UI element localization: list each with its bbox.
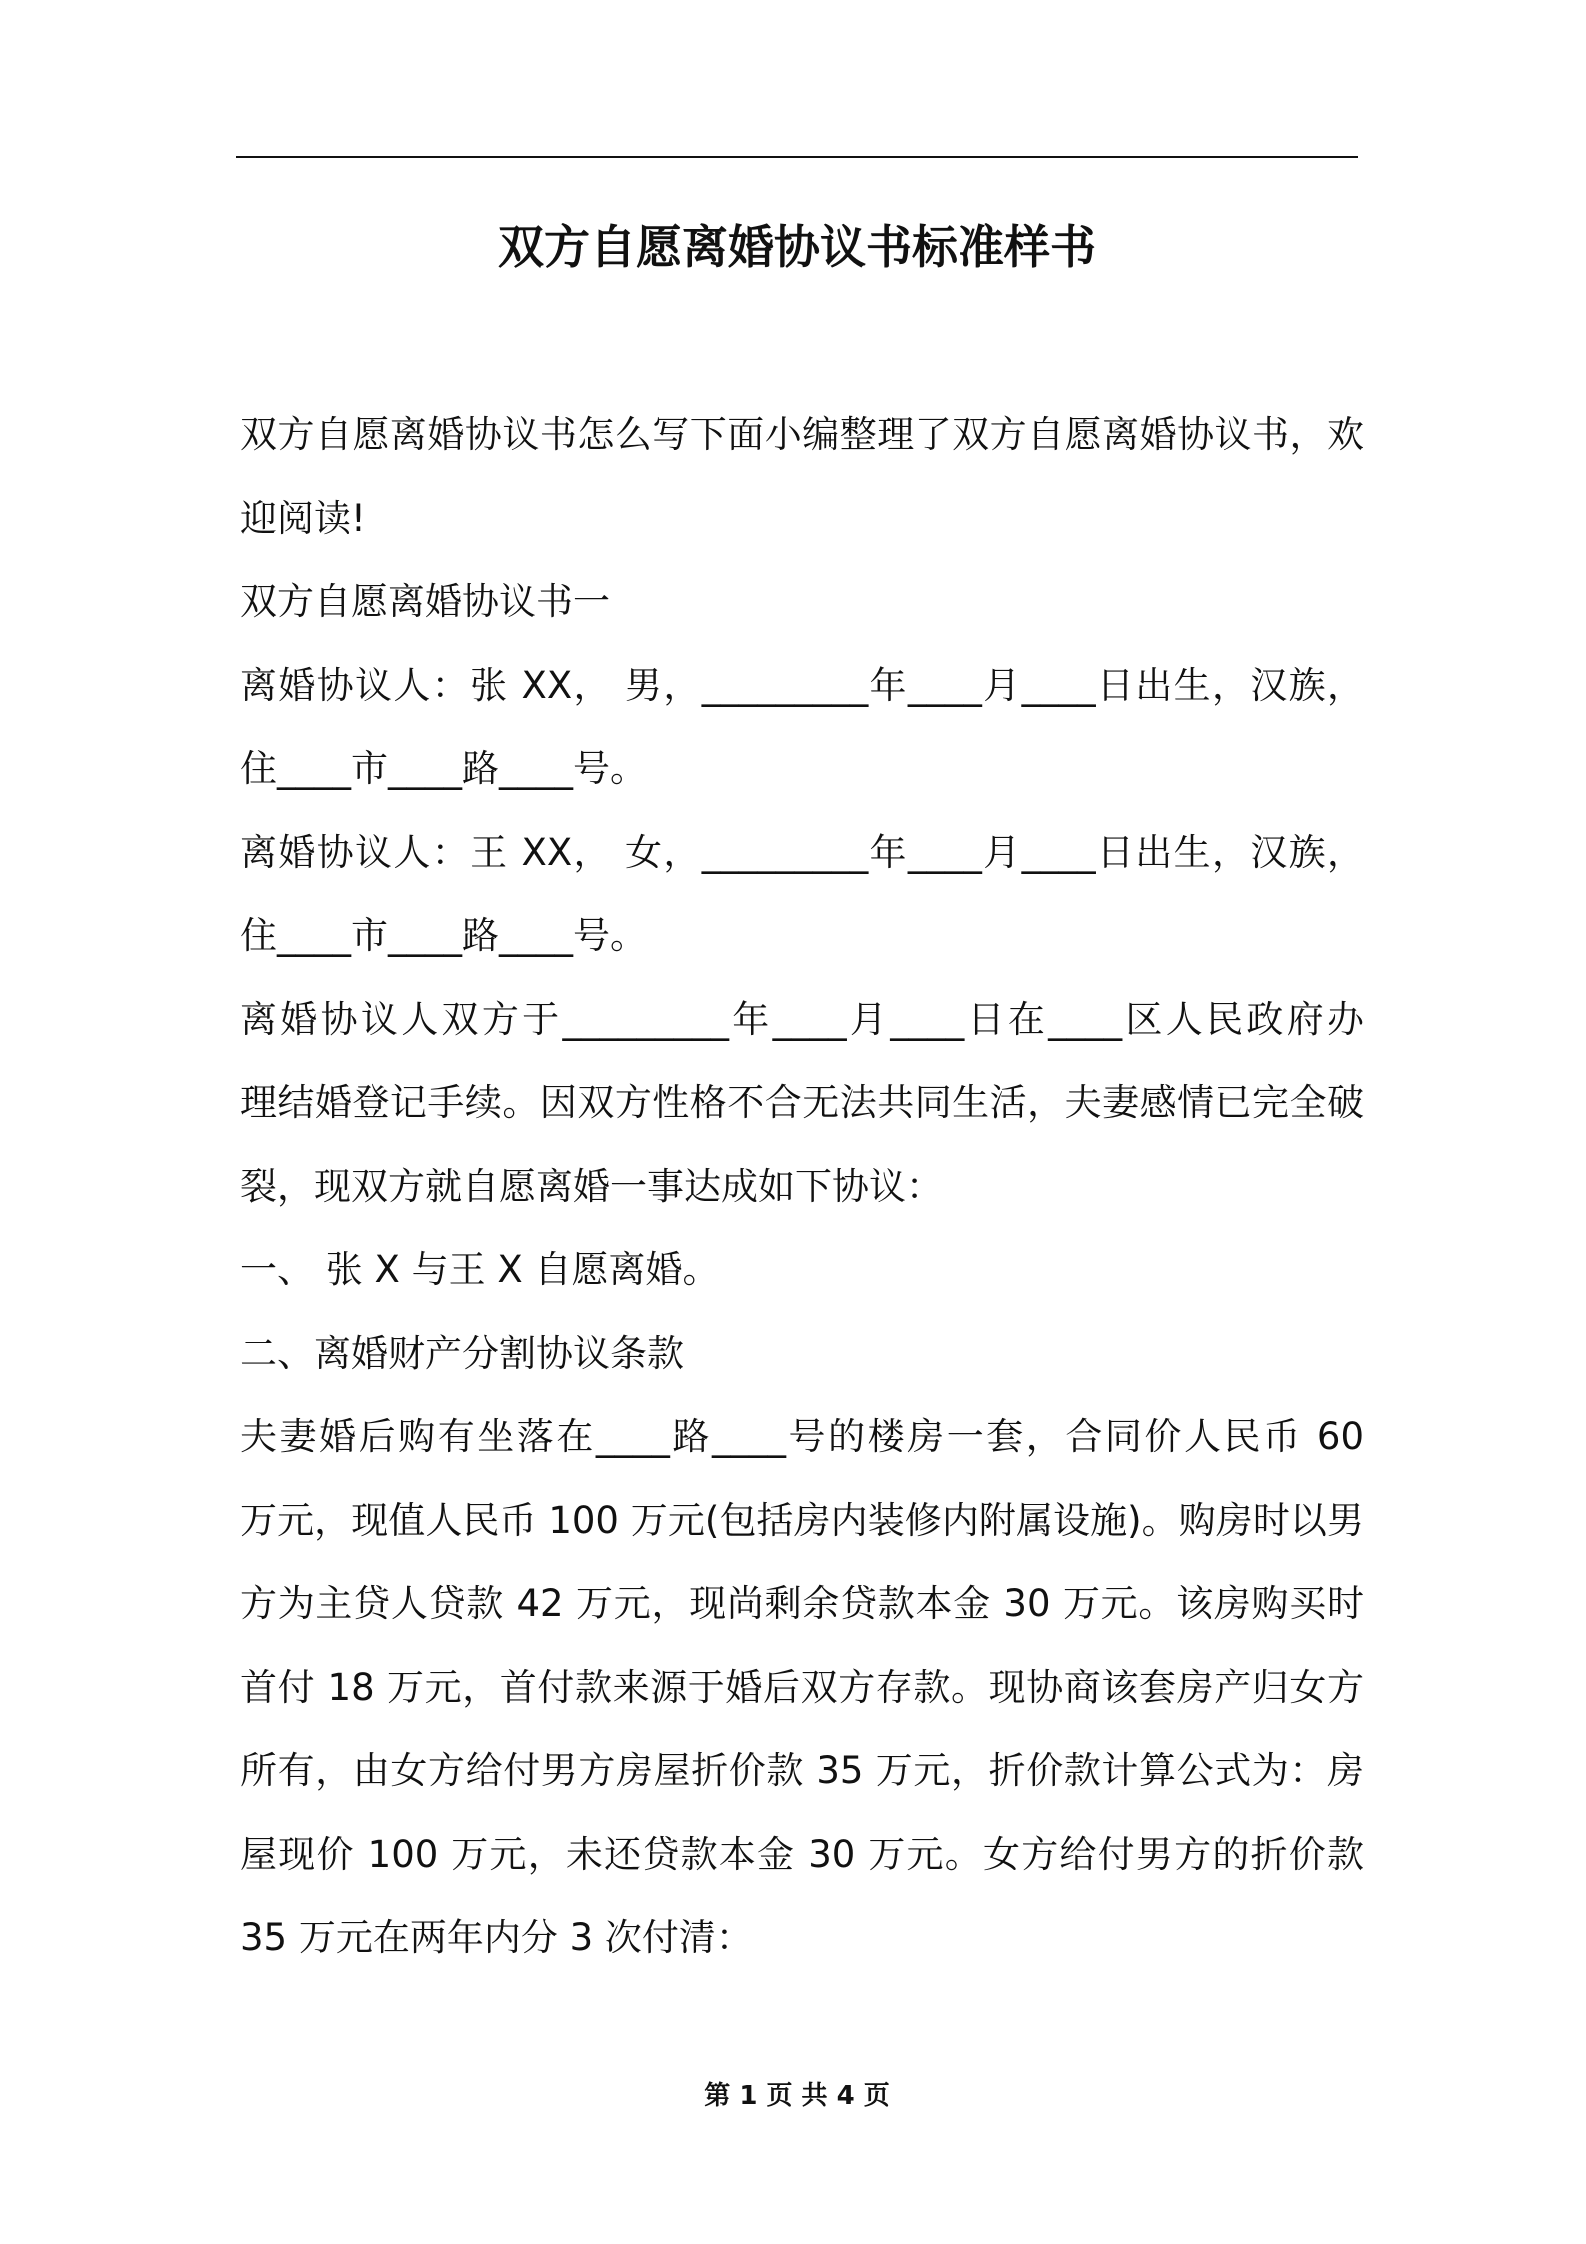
header-rule (236, 156, 1358, 158)
body-line: 所有，由女方给付男方房屋折价款 35 万元，折价款计算公式为：房 (240, 1749, 1364, 1792)
body-line: 住____市____路____号。 (240, 914, 647, 957)
body-line: 方为主贷人贷款 42 万元，现尚剩余贷款本金 30 万元。该房购买时 (240, 1582, 1364, 1625)
body-line: 迎阅读! (240, 496, 366, 540)
body-line: 屋现价 100 万元，未还贷款本金 30 万元。女方给付男方的折价款 (240, 1832, 1364, 1876)
body-line: 离婚协议人：张 XX， 男，_________年____月____日出生，汉族， (240, 663, 1364, 707)
clause-item: 一、 张 X 与王 X 自愿离婚。 (240, 1248, 720, 1291)
body-line: 首付 18 万元，首付款来源于婚后双方存款。现协商该套房产归女方 (240, 1665, 1364, 1709)
body-line: 双方自愿离婚协议书怎么写下面小编整理了双方自愿离婚协议书，欢 (240, 413, 1364, 456)
body-line: 离婚协议人双方于_________年____月____日在____区人民政府办 (240, 997, 1364, 1041)
document-title: 双方自愿离婚协议书标准样书 (498, 220, 1096, 274)
page-number: 第 1 页 共 4 页 (704, 2081, 890, 2111)
body-line: 夫妻婚后购有坐落在____路____号的楼房一套，合同价人民币 60 (240, 1415, 1364, 1458)
body-line: 裂，现双方就自愿离婚一事达成如下协议： (240, 1164, 943, 1208)
body-line: 理结婚登记手续。因双方性格不合无法共同生活，夫妻感情已完全破 (240, 1081, 1364, 1124)
body-line: 住____市____路____号。 (240, 747, 647, 790)
section-heading: 双方自愿离婚协议书一 (240, 580, 610, 623)
clause-heading: 二、离婚财产分割协议条款 (240, 1331, 684, 1375)
body-line: 万元，现值人民币 100 万元(包括房内装修内附属设施)。购房时以男 (240, 1498, 1364, 1542)
body-line: 35 万元在两年内分 3 次付清： (240, 1916, 753, 1959)
body-line: 离婚协议人：王 XX， 女，_________年____月____日出生，汉族， (240, 830, 1364, 874)
document-body (240, 393, 1364, 1980)
